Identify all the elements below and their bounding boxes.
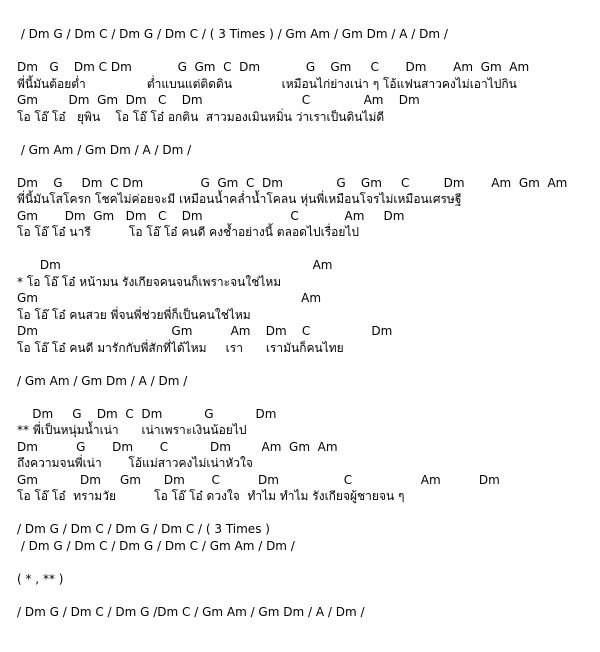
sheet-line: ( * , ** ) [17, 571, 64, 586]
blank-line [17, 241, 592, 258]
sheet-line: ** พี่เป็นหนุ่มน้ำเน่า เน่าเพราะเงินน้อยไป [17, 423, 247, 437]
sheet-line: Gm Dm Gm Dm C Dm C Am Dm [17, 93, 420, 107]
sheet-line: / Dm G / Dm C / Dm G / Dm C / ( 3 Times ) / Gm Am / Gm Dm / A / Dm / [17, 27, 448, 41]
sheet-line: Dm G Dm C Dm G Gm C Dm G Gm C Dm Am Gm Am [17, 175, 568, 190]
sheet-line: Dm Gm Am Dm C Dm [17, 324, 393, 338]
sheet-line: โอ โอ๊ โอ๋ คนสวย พี่จนพี่ช่วยพี่ก็เป็นคนใช่ไหม [17, 307, 251, 322]
sheet-line: Dm G Dm C Dm Am Gm Am [17, 439, 338, 454]
sheet-line: / Dm G / Dm C / Dm G / Dm C / ( 3 Times ) [17, 522, 270, 536]
sheet-line: โอ โอ๊ โอ๋ นารี โอ โอ๊ โอ๋ คนดี คงช้ำอย่างนี้ ตลอดไปเรื่อยไป [17, 225, 360, 239]
blank-line [17, 43, 592, 60]
sheet-line: / Gm Am / Gm Dm / A / Dm / [17, 142, 192, 157]
sheet-line: โอ โอ๊ โอ๋ ทรามวัย โอ โอ๊ โอ๋ ดวงใจ ทำไม ทำไม รังเกียจผู้ชายจน ๆ [17, 489, 405, 503]
sheet-line: / Dm G / Dm C / Dm G /Dm C / Gm Am / Gm Dm / A / Dm / [17, 604, 365, 619]
blank-line [17, 554, 592, 571]
sheet-line: Gm Dm Gm Dm C Dm C Am Dm [17, 472, 500, 487]
blank-line [17, 587, 592, 604]
sheet-line: / Dm G / Dm C / Dm G / Dm C / Gm Am / Dm / [17, 538, 295, 553]
lyrics-chord-sheet [17, 26, 592, 620]
sheet-line: โอ โอ๊ โอ๋ ยุพิน โอ โอ๊ โอ๋ อกติน สาวมองเมินหมิ่น ว่าเราเป็นดินไม่ดี [17, 109, 385, 124]
sheet-line: Dm G Dm C Dm G Gm C Dm G Gm C Dm Am Gm Am [17, 60, 530, 74]
sheet-line: / Gm Am / Gm Dm / A / Dm / [17, 373, 188, 388]
blank-line [17, 389, 592, 406]
sheet-line: พี่นี้มันโสโครก โชคไม่ค่อยจะมี เหมือนน้ำคล่ำน้ำโคลน หุ่นพี่เหมือนโจรไม่เหมือนเศรษฐี [17, 192, 462, 206]
blank-line [17, 505, 592, 522]
sheet-line: Dm Am [17, 258, 333, 272]
sheet-line: โอ โอ๊ โอ๋ คนดี มารักกับพี่สักที่ได้ไหม เรา เรามันก็คนไทย [17, 340, 344, 355]
sheet-line: Gm Dm Gm Dm C Dm C Am Dm [17, 208, 405, 223]
sheet-line: Gm Am [17, 291, 322, 305]
sheet-line: Dm G Dm C Dm G Dm [17, 406, 277, 421]
sheet-line: * โอ โอ๊ โอ๋ หน้ามน รังเกียจคนจนก็เพราะจนใช่ไหม [17, 274, 282, 289]
sheet-line: พี่นี้มันต้อยต่ำ ต่ำแบนแต่ติดดิน เหมือนไก่ย่างเน่า ๆ โอ้แฟนสาวคงไม่เอาไปกิน [17, 76, 517, 91]
blank-line [17, 158, 592, 175]
blank-line [17, 125, 592, 142]
blank-line [17, 356, 592, 373]
sheet-line: ถึงความจนพี่เน่า โอ้แม่สาวคงไม่เน่าหัวใจ [17, 456, 253, 470]
